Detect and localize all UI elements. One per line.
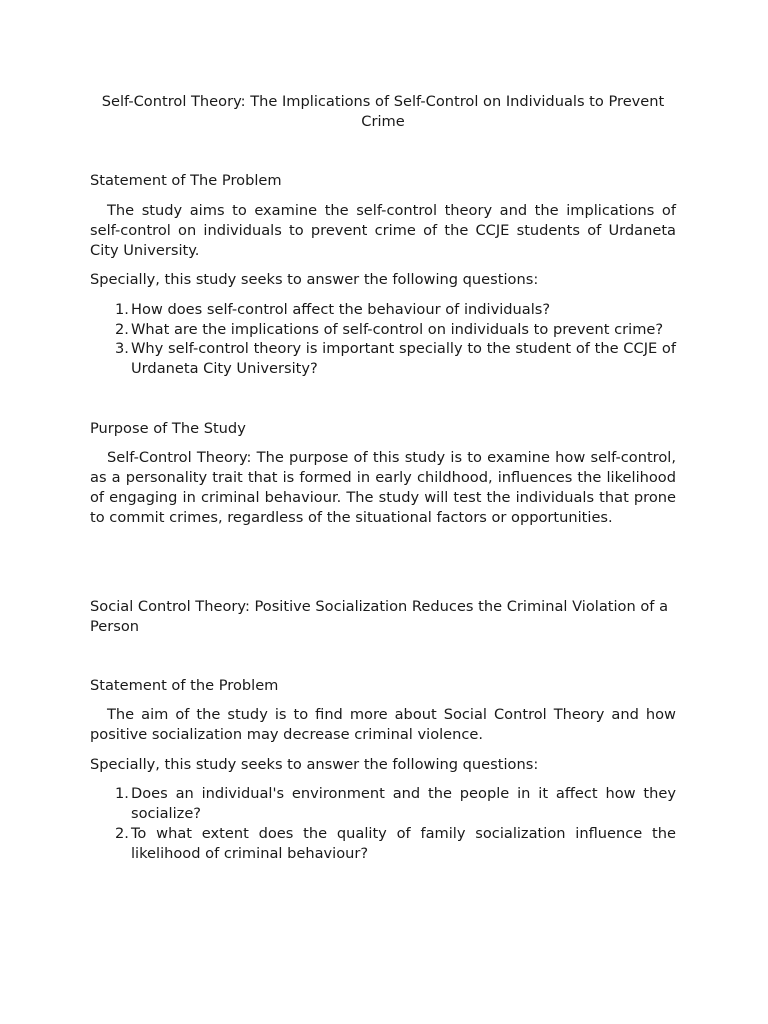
list-number: 2. [115, 824, 129, 842]
list-number: 2. [115, 320, 129, 338]
list-item [90, 300, 676, 320]
section1-questions-intro: Specially, this study seeks to answer the following questions: [90, 271, 539, 289]
list-number: 1. [115, 785, 129, 803]
section1-title: Self-Control Theory: The Implications of Self-Control on Individuals to Prevent Crime [101, 93, 665, 130]
list-item [90, 339, 676, 378]
list-number: 1. [115, 300, 129, 318]
section2-questions-list [90, 784, 676, 863]
list-number: 3. [115, 340, 129, 358]
section1-questions-list [90, 300, 676, 379]
document-body [90, 92, 676, 863]
list-item [90, 824, 676, 863]
section2-problem-heading: Statement of the Problem [90, 676, 279, 694]
section1-problem-text: The study aims to examine the self-control theory and the implications of self-control on individuals to prevent crime of the CCJE students of Urdaneta City University. [90, 202, 676, 259]
list-item-text: Why self-control theory is important specially to the student of the CCJE of Urdaneta City University? [131, 340, 676, 378]
section2-problem-text: The aim of the study is to find more about Social Control Theory and how positive socialization may decrease criminal violence. [90, 706, 676, 744]
list-item [90, 320, 676, 340]
list-item-text: How does self-control affect the behaviour of individuals? [131, 300, 551, 318]
list-item-text: Does an individual's environment and the people in it affect how they socialize? [131, 785, 676, 823]
section2-questions-intro: Specially, this study seeks to answer the following questions: [90, 755, 539, 773]
section1-purpose-heading: Purpose of The Study [90, 419, 246, 437]
section1-purpose-text: Self-Control Theory: The purpose of this study is to examine how self-control, as a personality trait that is formed in early childhood, influences the likelihood of engaging in criminal behaviour. The study will test the individuals that prone to commit crimes, regardless of the situational factors or opportunities. [90, 449, 676, 526]
list-item-text: To what extent does the quality of family socialization influence the likelihood of criminal behaviour? [131, 824, 676, 862]
list-item-text: What are the implications of self-control on individuals to prevent crime? [131, 320, 664, 338]
list-item [90, 784, 676, 823]
section2-title: Social Control Theory: Positive Socialization Reduces the Criminal Violation of a Person [90, 598, 669, 635]
section1-problem-heading: Statement of The Problem [90, 172, 282, 190]
